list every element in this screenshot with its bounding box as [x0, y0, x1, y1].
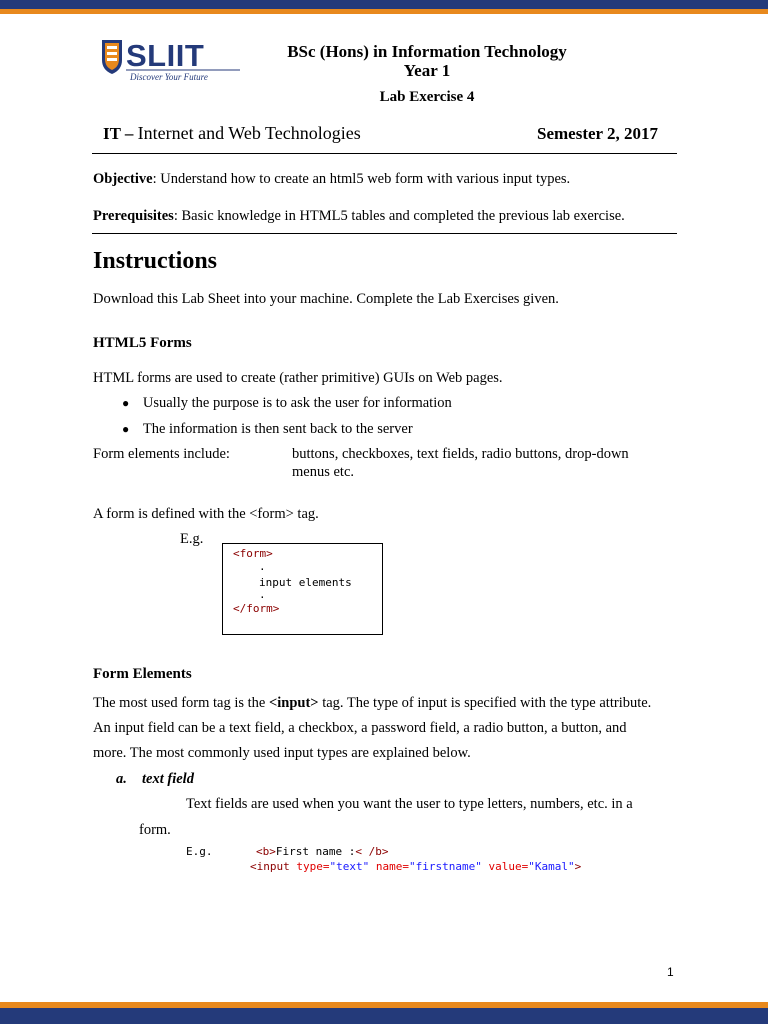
module-line [103, 123, 361, 144]
bullet-item [122, 394, 452, 412]
html5-forms-heading: HTML5 Forms [93, 335, 192, 351]
svg-text:Discover Your Future: Discover Your Future [130, 72, 208, 82]
text-field-desc-line1: Text fields are used when you want the user to type letters, numbers, etc. in a [186, 796, 633, 812]
prerequisites-text: : Basic knowledge in HTML5 tables and completed the previous lab exercise. [173, 208, 625, 224]
input-tag-bold: <input> [268, 695, 319, 711]
module-code: IT – [103, 124, 134, 143]
code-tag: <input [250, 860, 290, 873]
para-text: tag. The type of input is specified with the type attribute. [318, 695, 652, 711]
instructions-heading: Instructions [93, 248, 218, 274]
code-tag: <b> [256, 845, 276, 858]
top-banner-orange [0, 9, 768, 14]
semester-label: Semester 2, 2017 [537, 124, 659, 143]
form-elements-para-line3: more. The most commonly used input types are explained below. [93, 745, 471, 761]
code-attr: type= [296, 860, 330, 873]
objective-line [93, 170, 678, 188]
year-title: Year 1 [403, 61, 451, 80]
item-letter: a. [116, 771, 127, 787]
objective-divider [92, 233, 677, 234]
bullet-icon: ● [122, 422, 130, 436]
code-dot: . [259, 588, 266, 601]
code-input-elements: input elements [259, 576, 352, 589]
para-text: The most used form tag is the [93, 695, 269, 711]
form-elements-para-line2: An input field can be a text field, a checkbox, a password field, a radio button, a button, and [93, 720, 627, 736]
objective-label: Objective [93, 171, 153, 187]
form-elements-heading: Form Elements [93, 666, 192, 682]
code-attr: name= [375, 860, 409, 873]
code-line-input [250, 860, 581, 873]
code-value: "text" [329, 860, 370, 873]
sliit-logo [100, 36, 242, 86]
form-elements-label: Form elements include: [93, 446, 230, 462]
code-tag: > [574, 860, 582, 873]
form-elements-list-line2: menus etc. [292, 464, 355, 480]
code-line-first-name [256, 845, 388, 858]
code-form-close: </form> [233, 602, 280, 615]
code-text: First name : [275, 845, 356, 858]
text-field-heading: text field [142, 771, 194, 787]
top-banner-navy [0, 0, 768, 9]
code-attr: value= [488, 860, 529, 873]
objective-text: : Understand how to create an html5 web form with various input types. [152, 171, 571, 187]
prerequisites-label: Prerequisites [93, 208, 174, 224]
eg-label: E.g. [180, 531, 204, 547]
page-number: 1 [667, 965, 674, 979]
top-banner [0, 0, 768, 14]
header-divider [92, 153, 677, 154]
bottom-banner [0, 1002, 768, 1024]
code-value: "firstname" [409, 860, 482, 873]
code-tag: < /b> [355, 845, 389, 858]
code-eg-label: E.g. [186, 845, 213, 858]
forms-intro: HTML forms are used to create (rather primitive) GUIs on Web pages. [93, 370, 503, 386]
bullet-text: The information is then sent back to the server [142, 421, 413, 437]
code-form-open: <form> [233, 547, 273, 560]
degree-title: BSc (Hons) in Information Technology [287, 42, 567, 61]
bullet-item [122, 420, 413, 438]
form-elements-list-line1: buttons, checkboxes, text fields, radio buttons, drop-down [292, 446, 629, 462]
bullet-text: Usually the purpose is to ask the user for information [142, 395, 452, 411]
bullet-icon: ● [122, 396, 130, 410]
code-dot: . [259, 560, 266, 573]
text-field-desc-line2: form. [139, 822, 171, 838]
form-tag-text: A form is defined with the <form> tag. [93, 506, 319, 522]
module-name: Internet and Web Technologies [137, 123, 361, 143]
bottom-banner-navy [0, 1008, 768, 1024]
svg-text:SLIIT: SLIIT [126, 38, 205, 73]
prerequisites-line [93, 207, 678, 225]
instructions-text: Download this Lab Sheet into your machine. Complete the Lab Exercises given. [93, 291, 559, 307]
exercise-title: Lab Exercise 4 [379, 89, 475, 105]
code-value: "Kamal" [528, 860, 575, 873]
form-elements-para-line1 [93, 694, 675, 712]
